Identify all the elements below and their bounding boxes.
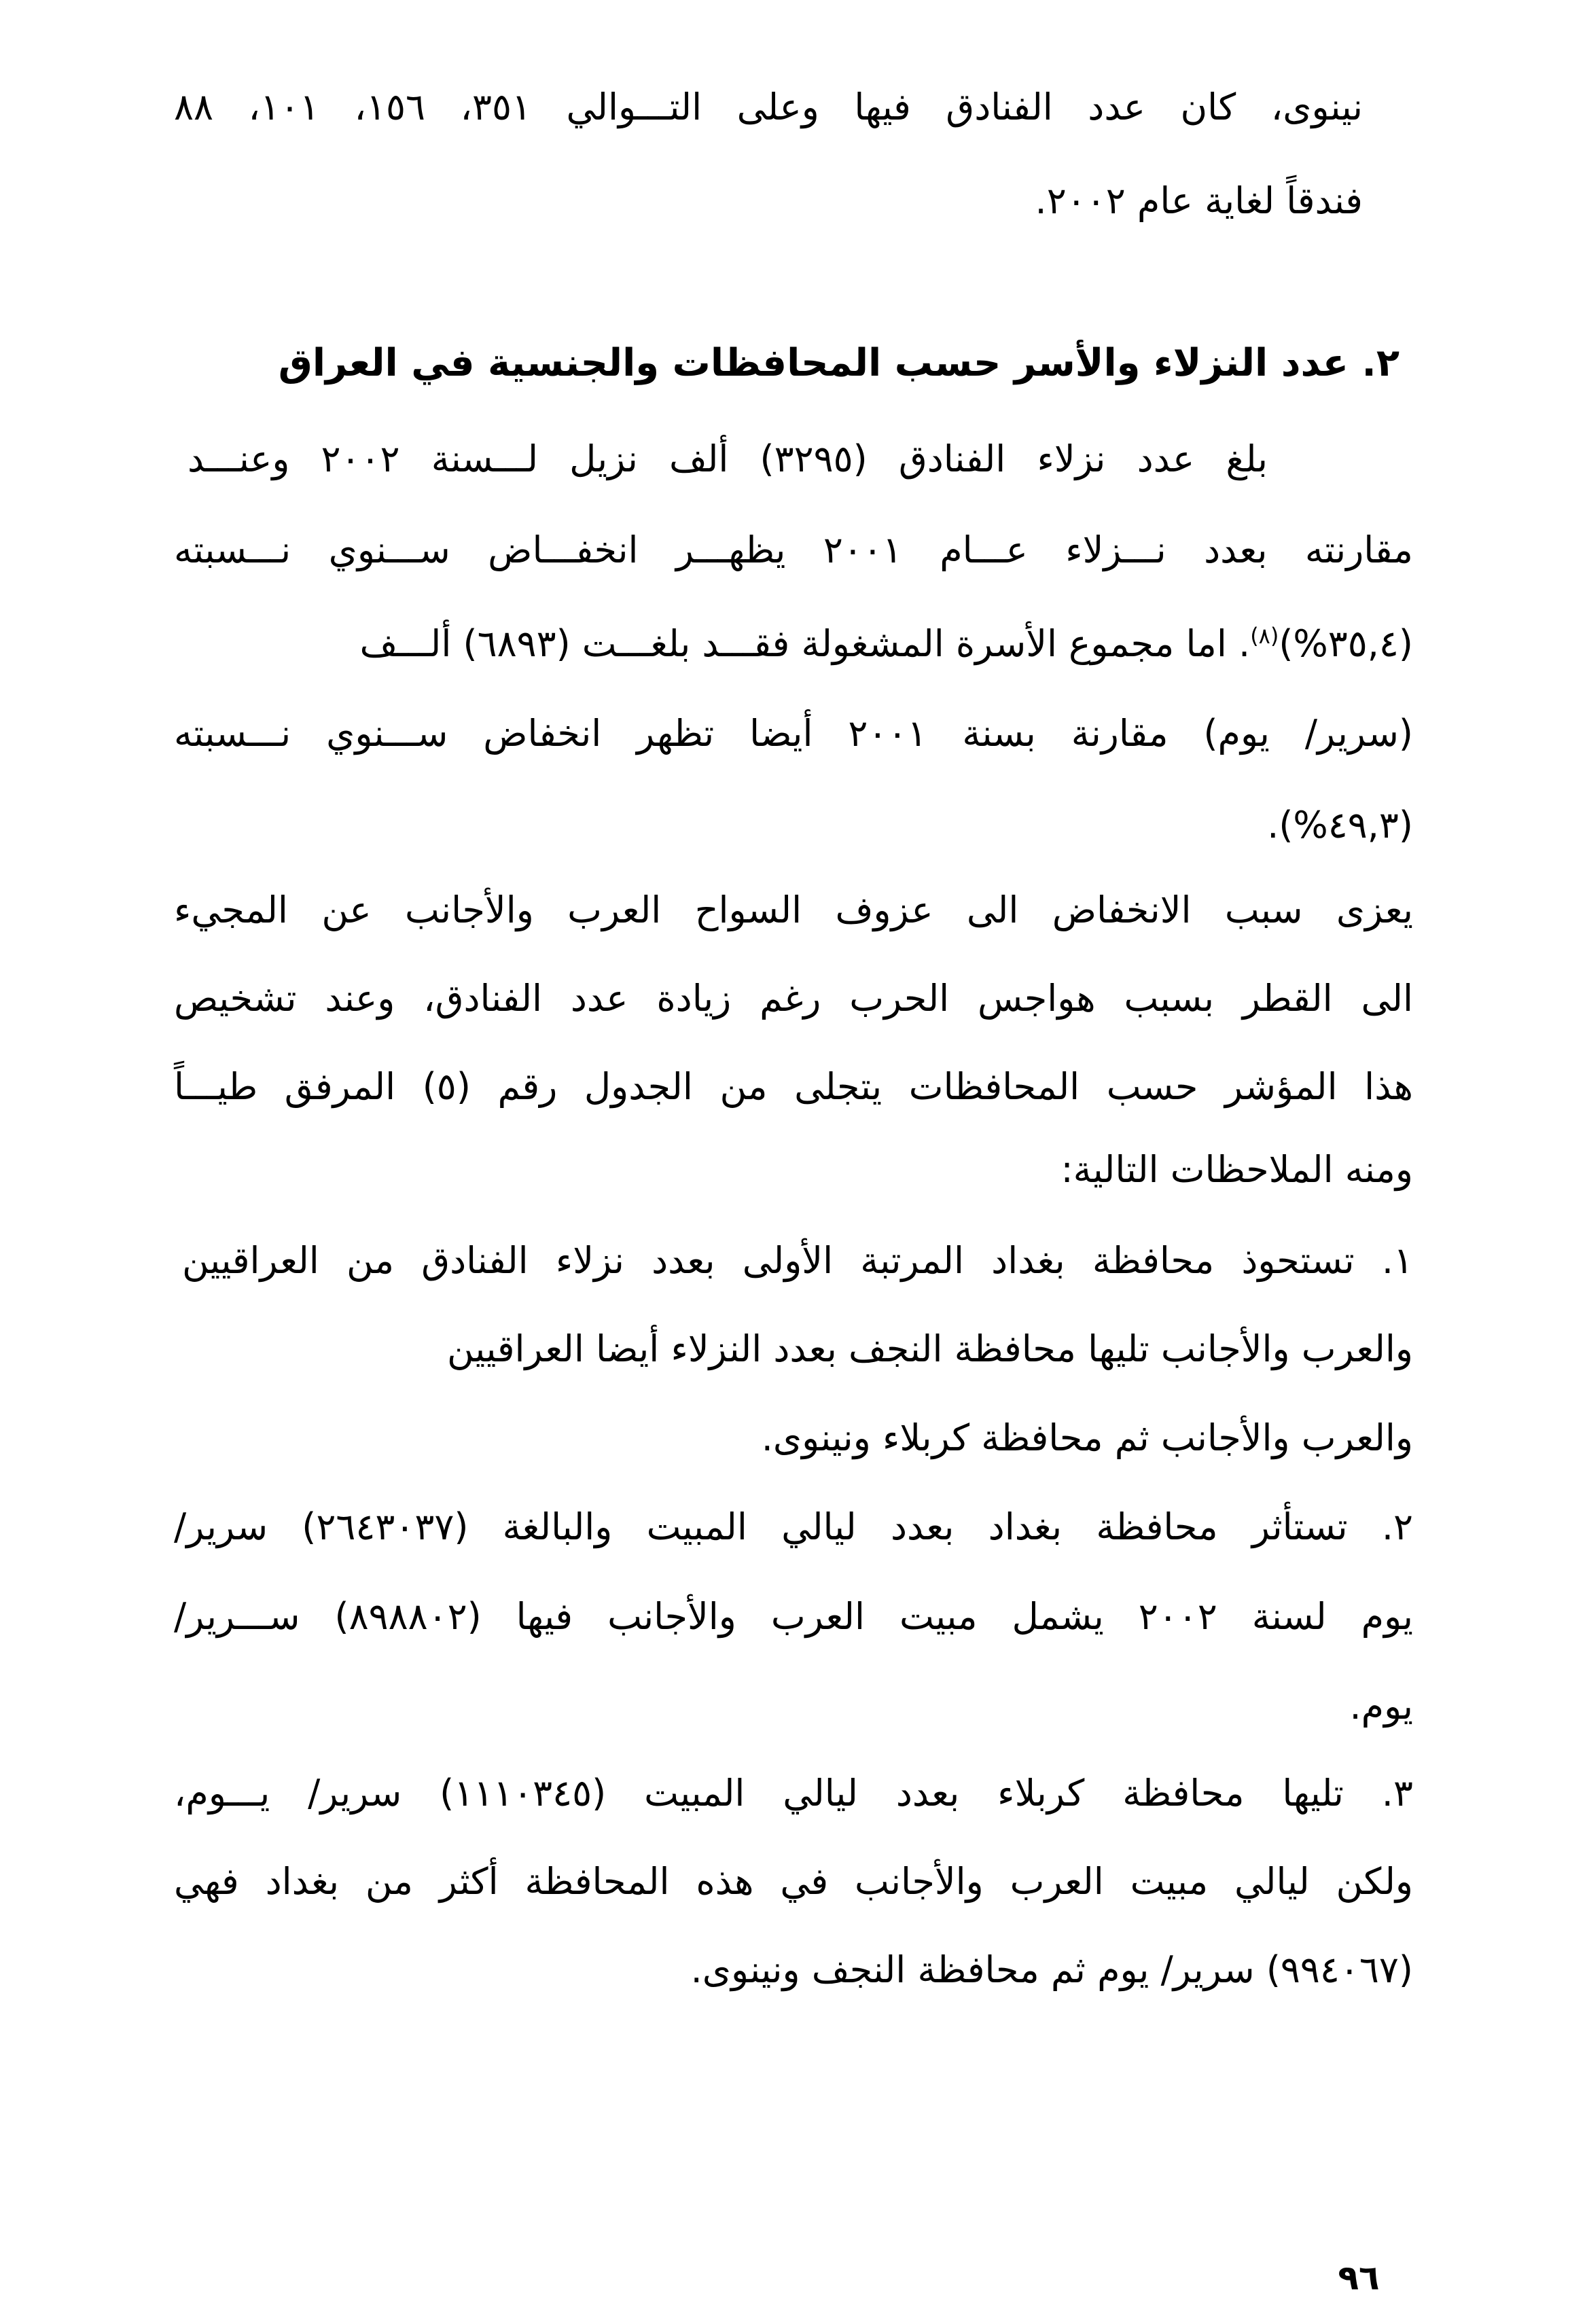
- paragraph-line-11: ومنه الملاحظات التالية:: [1060, 1148, 1413, 1191]
- list-item-2-line-3: يوم.: [1349, 1685, 1413, 1728]
- list-item-2-line-2: يوم لسنة ٢٠٠٢ يشمل مبيت العرب والأجانب فيها (٨٩٨٨٠٢) ســـرير/: [174, 1595, 1413, 1638]
- list-item-3-line-1: ٣. تليها محافظة كربلاء بعدد ليالي المبيت (١١١٠٣٤٥) سرير/ يـــوم،: [174, 1772, 1413, 1814]
- paragraph-line-6: (سرير/ يوم) مقارنة بسنة ٢٠٠١ أيضا تظهر انخفاض ســـنوي نـــسبته: [174, 712, 1413, 755]
- page-number: ٩٦: [1338, 2258, 1380, 2298]
- section-heading: ٢. عدد النزلاء والأسر حسب المحافظات والجنسية في العراق: [278, 341, 1399, 385]
- list-item-3-line-3: (٩٩٤٠٦٧) سرير/ يوم ثم محافظة النجف ونينوى.: [690, 1948, 1413, 1991]
- paragraph-line-10: هذا المؤشر حسب المحافظات يتجلى من الجدول رقم (٥) المرفق طيـــاً: [174, 1065, 1414, 1108]
- list-item-3-line-2: ولكن ليالي مبيت العرب والأجانب في هذه المحافظة أكثر من بغداد فهي: [174, 1860, 1413, 1903]
- paragraph-line-1: نينوى، كان عدد الفنادق فيها وعلى التـــوالي ٣٥١، ١٥٦، ١٠١، ٨٨: [174, 86, 1363, 128]
- paragraph-line-7: (٤٩,٣%).: [1267, 804, 1413, 846]
- list-item-1-line-2: والعرب والأجانب تليها محافظة النجف بعدد النزلاء أيضا العراقيين: [447, 1327, 1413, 1370]
- list-item-1-line-1: ١. تستحوذ محافظة بغداد المرتبة الأولى بعدد نزلاء الفنادق من العراقيين: [182, 1239, 1413, 1282]
- paragraph-line-3: بلغ عدد نزلاء الفنادق (٣٢٩٥) ألف نزيل لـــسنة ٢٠٠٢ وعنـــد: [188, 437, 1268, 480]
- paragraph-line-5: [360, 617, 1414, 671]
- paragraph-line-8: يعزى سبب الانخفاض الى عزوف السواح العرب والأجانب عن المجيء: [174, 889, 1413, 931]
- percentage-text: (٣٥,٤%): [1279, 622, 1413, 665]
- list-item-1-line-3: والعرب والأجانب ثم محافظة كربلاء ونينوى.: [761, 1416, 1413, 1459]
- paragraph-line-9: الى القطر بسبب هواجس الحرب رغم زيادة عدد الفنادق، وعند تشخيص: [174, 977, 1413, 1020]
- paragraph-line-5-continuation: . اما مجموع الأسرة المشغولة فقـــد بلغـــت (٦٨٩٣) ألـــف: [359, 622, 1251, 665]
- paragraph-line-4: مقارنته بعدد نـــزلاء عـــام ٢٠٠١ يظهـــر انخفـــاض ســـنوي نـــسبته: [174, 529, 1413, 571]
- paragraph-line-2: فندقاً لغاية عام ٢٠٠٢.: [1035, 179, 1363, 222]
- list-item-2-line-1: ٢. تستأثر محافظة بغداد بعدد ليالي المبيت والبالغة (٢٦٤٣٠٣٧) سرير/: [174, 1505, 1413, 1548]
- footnote-reference: (٨): [1250, 623, 1279, 649]
